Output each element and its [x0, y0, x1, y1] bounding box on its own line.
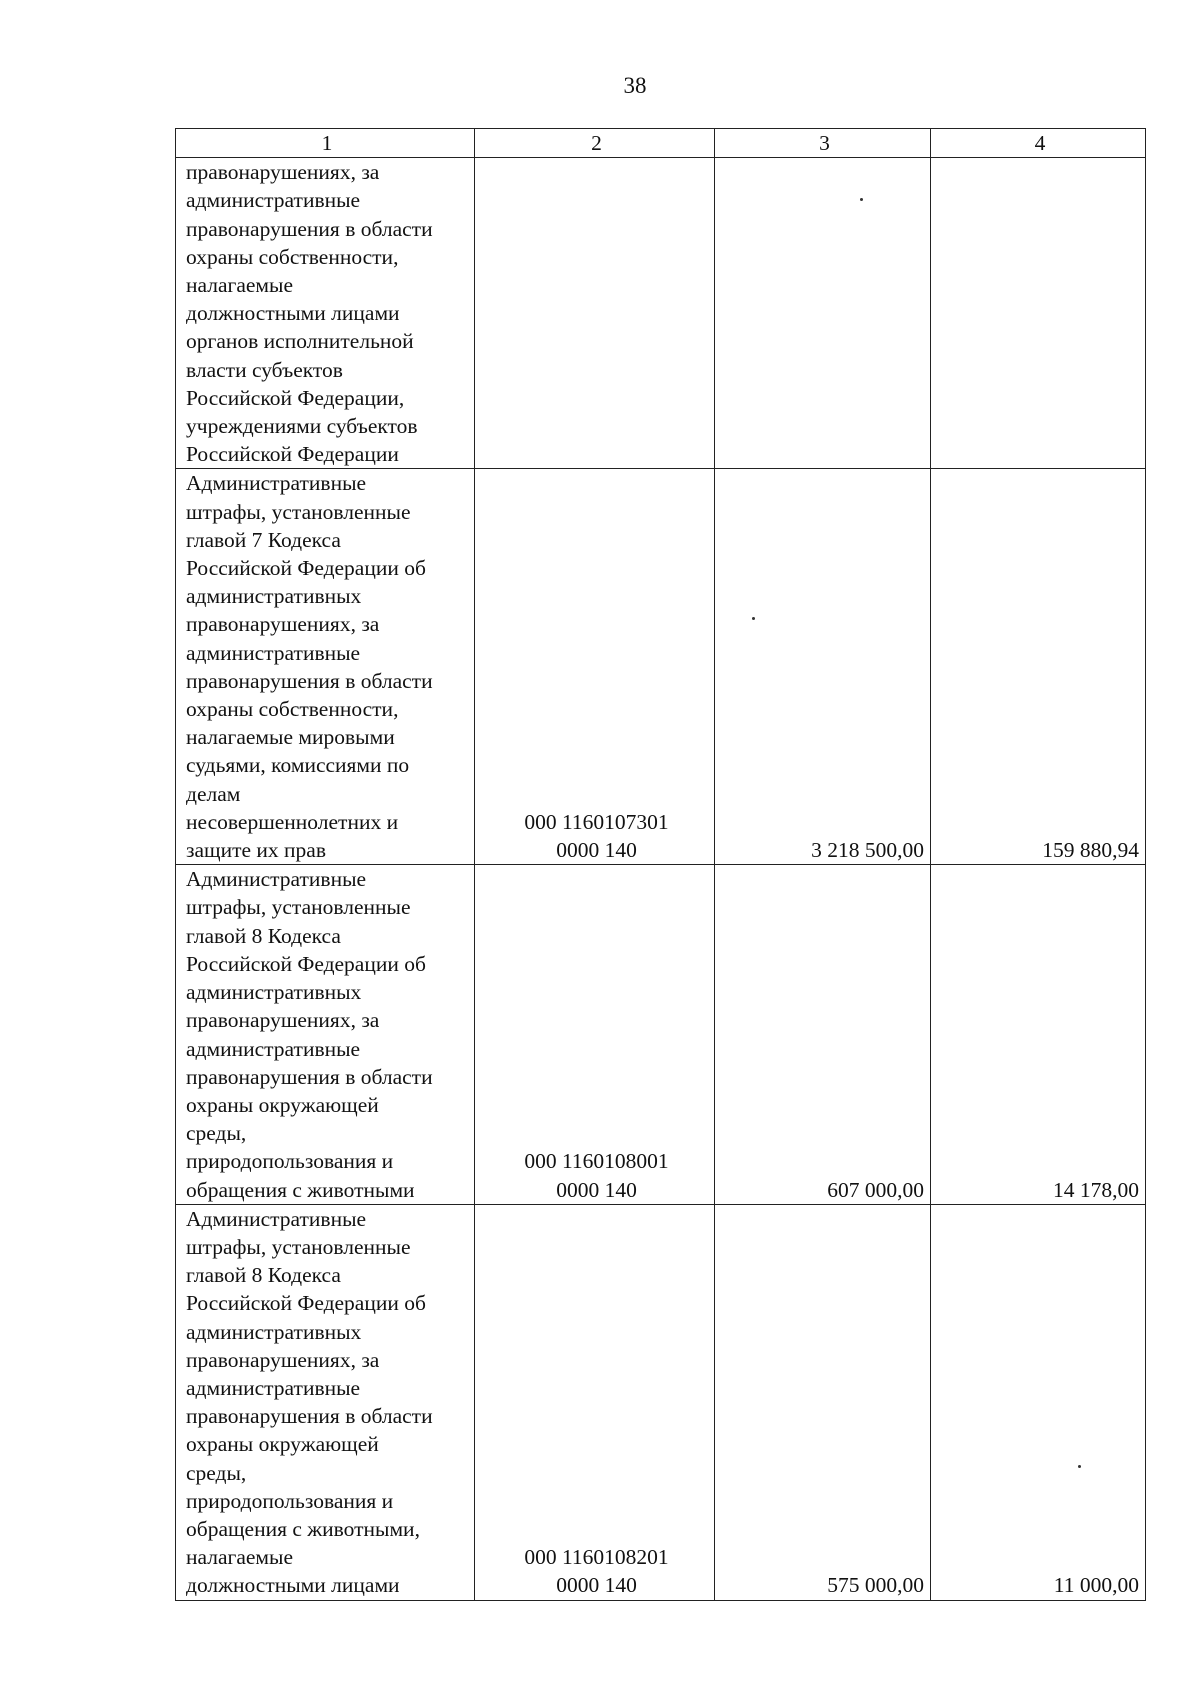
table-row: [176, 1204, 1146, 1600]
row-description: Административные штрафы, установленные главой 7 Кодекса Российской Федерации об административных правонарушениях, за административные правонарушения в области охраны собственности, налагаемые мировыми судьями, комиссиями по делам несовершеннолетних и защите их прав: [176, 469, 475, 865]
table-row: [176, 865, 1146, 1204]
budget-table: [175, 128, 1146, 1601]
row-value-col3: 3 218 500,00: [715, 469, 931, 865]
row-value-col3: 607 000,00: [715, 865, 931, 1204]
row-value-col4: 159 880,94: [931, 469, 1146, 865]
row-description: Административные штрафы, установленные главой 8 Кодекса Российской Федерации об административных правонарушениях, за административные правонарушения в области охраны окружающей среды, природопользования и обращения с животными: [176, 865, 475, 1204]
scan-speck: [752, 617, 755, 620]
table-row: [176, 158, 1146, 469]
column-header-4: 4: [931, 129, 1146, 158]
row-value-col4: [931, 158, 1146, 469]
row-code: [475, 158, 715, 469]
row-code: 000 1160108001 0000 140: [475, 865, 715, 1204]
table-row: [176, 469, 1146, 865]
row-value-col4: 11 000,00: [931, 1204, 1146, 1600]
row-code: 000 1160107301 0000 140: [475, 469, 715, 865]
column-header-2: 2: [475, 129, 715, 158]
scan-speck: [1078, 1465, 1081, 1468]
scan-speck: [860, 198, 863, 201]
row-value-col4: 14 178,00: [931, 865, 1146, 1204]
row-code: 000 1160108201 0000 140: [475, 1204, 715, 1600]
row-description: Административные штрафы, установленные главой 8 Кодекса Российской Федерации об административных правонарушениях, за административные правонарушения в области охраны окружающей среды, природопользования и обращения с животными, налагаемые должностными лицами: [176, 1204, 475, 1600]
column-header-3: 3: [715, 129, 931, 158]
row-value-col3: 575 000,00: [715, 1204, 931, 1600]
row-value-col3: [715, 158, 931, 469]
column-header-1: 1: [176, 129, 475, 158]
row-description: правонарушениях, за административные правонарушения в области охраны собственности, налагаемые должностными лицами органов исполнительной власти субъектов Российской Федерации, учреждениями субъектов Российской Федерации: [176, 158, 475, 469]
table-header-row: [176, 129, 1146, 158]
page-number: 38: [623, 73, 647, 98]
